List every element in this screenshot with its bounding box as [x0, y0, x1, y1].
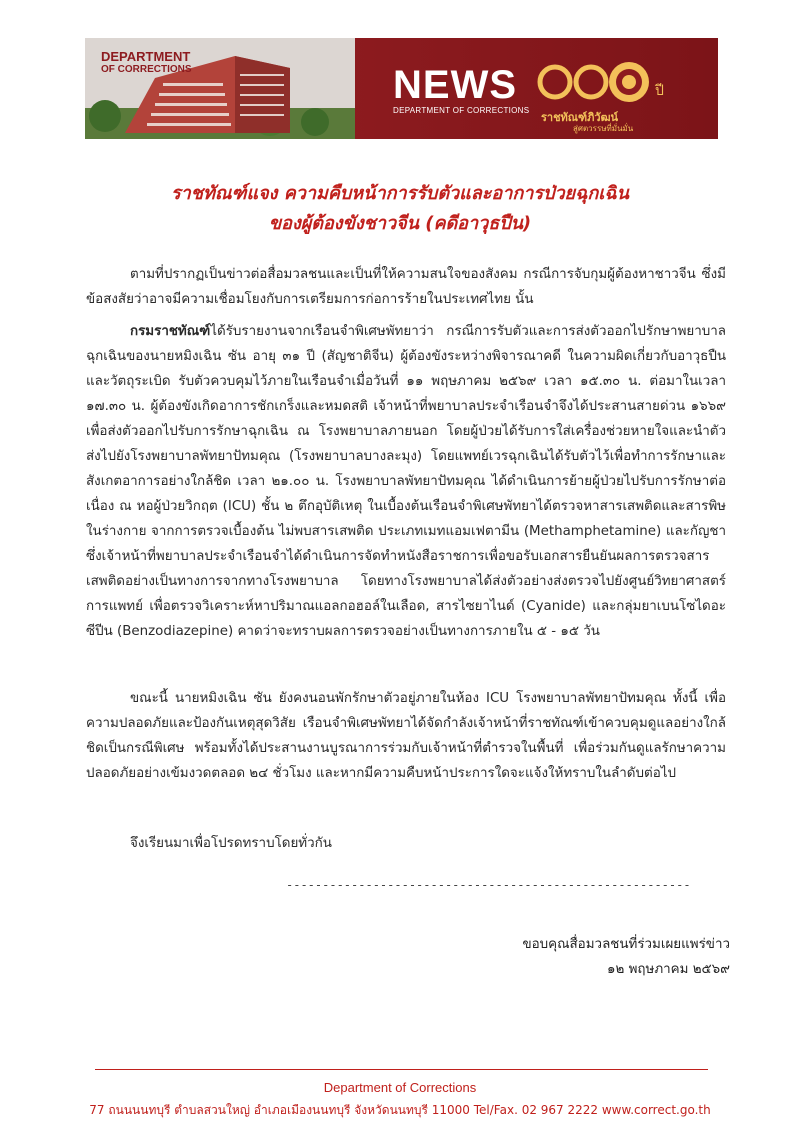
paragraph-closing-text: จึงเรียนมาเพื่อโปรดทราบโดยทั่วกัน: [130, 836, 332, 851]
dept-logo-line1: DEPARTMENT: [101, 49, 191, 64]
paragraph-status-text: ขณะนี้ นายหมิงเฉิน ซัน ยังคงนอนพักรักษาตัวอยู่ภายในห้อง ICU โรงพยาบาลพัทยาปัทมคุณ ทั้งนี้ เพื่อความปลอดภัยและป้องกันเหตุสุดวิสัย เรือนจำพิเศษพัทยาได้จัดกำลังเจ้าหน้าที่ราชทัณฑ์เข้าควบคุมดูแลอย่างใกล้ชิดเป็นกรณีพิเศษ พร้อมทั้งได้ประสานงานบูรณาการร่วมกับเจ้าหน้าที่ตำรวจในพื้นที่ เพื่อร่วมกันดูแลรักษาความปลอดภัยอย่างเข้มงวดตลอด ๒๔ ชั่วโมง และหากมีความคืบหน้าประการใดจะแจ้งให้ทราบในลำดับต่อไป: [86, 691, 726, 781]
paragraph-intro-text: ตามที่ปรากฏเป็นข่าวต่อสื่อมวลชนและเป็นที่ให้ความสนใจของสังคม กรณีการจับกุมผู้ต้องหาชาวจีน ซึ่งมีข้อสงสัยว่าอาจมีความเชื่อมโยงกับการเตรียมการก่อการร้ายในประเทศไทย นั้น: [86, 267, 726, 307]
footer-address: 77 ถนนนนทบุรี ตำบลสวนใหญ่ อำเภอเมืองนนทบุรี จังหวัดนนทบุรี 11000 Tel/Fax. 02 967 2222 www.correct.go.th: [89, 1103, 711, 1117]
paragraph-closing: [86, 831, 726, 856]
headline-line2: ของผู้ต้องขังชาวจีน (คดีอาวุธปืน): [268, 213, 532, 234]
anniversary-caption: ราชทัณฑ์ภิวัฒน์: [541, 111, 619, 124]
news-subtitle: DEPARTMENT OF CORRECTIONS: [393, 106, 530, 115]
date-line: ๑๒ พฤษภาคม ๒๕๖๙: [606, 962, 730, 977]
news-banner: [85, 38, 718, 139]
dashed-divider: --------------------------------------------------------: [286, 878, 691, 892]
paragraph-status: [86, 686, 726, 786]
paragraph-intro: [86, 262, 726, 312]
dept-logo-line2: OF CORRECTIONS: [101, 64, 192, 75]
anniversary-subcaption: สู่ศตวรรษที่มั่นมั่น: [573, 124, 634, 133]
paragraph-report-lead: กรมราชทัณฑ์: [130, 324, 211, 339]
footer-divider: [95, 1069, 708, 1070]
headline-line1: ราชทัณฑ์แจง ความคืบหน้าการรับตัวและอาการป่วยฉุกเฉิน: [171, 183, 629, 204]
paragraph-report-text: ได้รับรายงานจากเรือนจำพิเศษพัทยาว่า กรณีการรับตัวและการส่งตัวออกไปรักษาพยาบาลฉุกเฉินของนายหมิงเฉิน ซัน อายุ ๓๑ ปี (สัญชาติจีน) ผู้ต้องขังระหว่างพิจารณาคดี ในความผิดเกี่ยวกับอาวุธปืนและวัตถุระเบิด รับตัวควบคุมไว้ภายในเรือนจำเมื่อวันที่ ๑๑ พฤษภาคม ๒๕๖๙ เวลา ๑๕.๓๐ น. ต่อมาในเวลา ๑๗.๓๐ น. ผู้ต้องขังเกิดอาการชักเกร็งและหมดสติ เจ้าหน้าที่พยาบาลประจำเรือนจำจึงได้ประสานสายด่วน ๑๖๖๙ เพื่อส่งตัวออกไปรับการรักษาฉุกเฉิน ณ โรงพยาบาลภายนอก โดยผู้ป่วยได้รับการใส่เครื่องช่วยหายใจและนำตัวส่งไปยังโรงพยาบาลพัทยาปัทมคุณ (โรงพยาบาลบางละมุง) โดยแพทย์เวรฉุกเฉินได้รับตัวไว้เพื่อทำการรักษาและสังเกตอาการอย่างใกล้ชิด เวลา ๒๑.๐๐ น. โรงพยาบาลพัทยาปัทมคุณ ได้ดำเนินการย้ายผู้ป่วยไปรับการรักษาต่อเนื่อง ณ หอผู้ป่วยวิกฤต (ICU) ชั้น ๒ ตึกอุบัติเหตุ ในเบื้องต้นเรือนจำพิเศษพัทยาได้ตรวจหาสารเสพติดและสารพิษในร่างกาย จากการตรวจเบื้องต้น ไม่พบสารเสพติด ประเภทเมทแอมเฟตามีน (Methamphetamine) และกัญชา ซึ่งเจ้าหน้าที่พยาบาลประจำเรือนจำได้ดำเนินการจัดทำหนังสือราชการเพื่อขอรับเอกสารยืนยันผลการตรวจสารเสพติดอย่างเป็นทางการจากทางโรงพยาบาล โดยทางโรงพยาบาลได้ส่งตัวอย่างส่งตรวจไปยังศูนย์วิทยาศาสตร์การแพทย์ เพื่อตรวจวิเคราะห์หาปริมาณแอลกอฮอล์ในเลือด, สารไซยาไนด์ (Cyanide) และกลุ่มยาเบนโซไดอะซีปีน (Benzodiazepine) คาดว่าจะทราบผลการตรวจอย่างเป็นทางการภายใน ๕ - ๑๕ วัน: [86, 324, 726, 639]
thanks-line: ขอบคุณสื่อมวลชนที่ร่วมเผยแพร่ข่าว: [522, 937, 730, 952]
dept-logo: [101, 50, 192, 76]
news-title-block: [393, 63, 530, 115]
paragraph-report: [86, 319, 726, 644]
anniversary-year-label: ปี: [655, 83, 664, 99]
news-word: NEWS: [393, 63, 517, 107]
anniversary-logo: [533, 58, 683, 133]
footer-title: Department of Corrections: [323, 1080, 477, 1095]
